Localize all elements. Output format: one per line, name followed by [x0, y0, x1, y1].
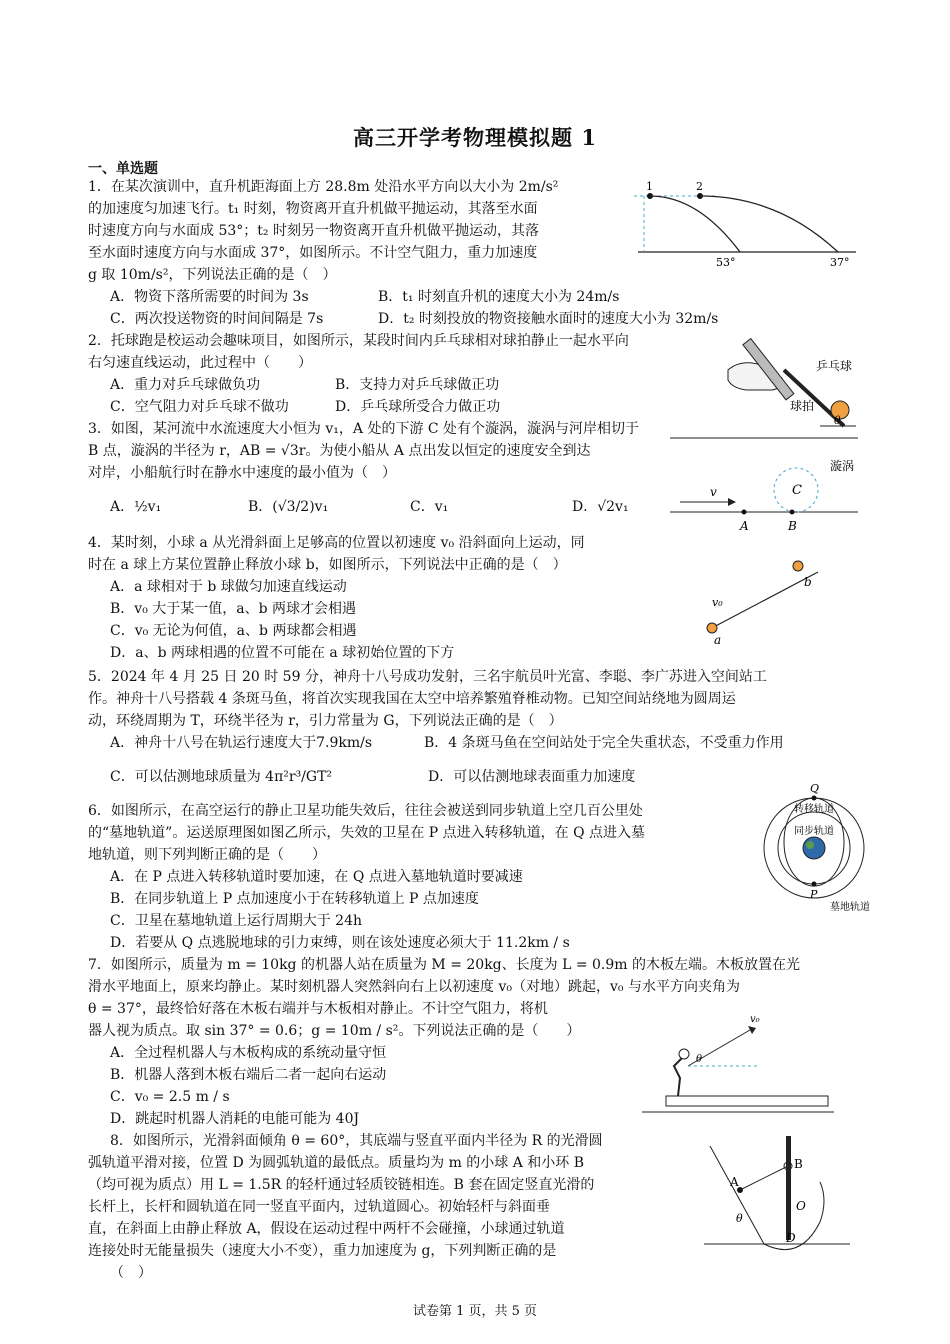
q7-line: 7．如图所示，质量为 m = 10kg 的机器人站在质量为 M = 20kg、长度为 L = 0.9m 的木板左端。木板放置在光 [88, 957, 801, 973]
q8-fig-theta: θ [736, 1212, 743, 1225]
q1-option-d[interactable]: D．t₂ 时刻投放的物资接触水面时的速度大小为 32m/s [378, 311, 719, 327]
q3-line: 3．如图，某河流中水流速度大小恒为 v₁，A 处的下游 C 处有个漩涡，漩涡与河岸相切于 [88, 421, 640, 437]
q2-fig-ball-label: 乒乓球 [816, 359, 853, 373]
q2-option-d[interactable]: D．乒乓球所受合力做正功 [335, 399, 501, 415]
q2-figure [724, 330, 860, 442]
q6-line: 的“墓地轨道”。运送原理图如图乙所示，失效的卫星在 P 点进入转移轨道，在 Q 点进入墓 [88, 825, 646, 841]
q2-line: 右匀速直线运动，此过程中（ ） [88, 355, 312, 371]
q8-fig-B: B [794, 1157, 803, 1171]
q4-figure [700, 558, 830, 648]
q7-option-d[interactable]: D．跳起时机器人消耗的电能可能为 40J [110, 1111, 360, 1127]
q2-option-b[interactable]: B．支持力对乒乓球做正功 [335, 377, 500, 393]
q5-option-c[interactable]: C．可以估测地球质量为 4π²r³/GT² [110, 769, 333, 785]
q3-option-c[interactable]: C．v₁ [410, 499, 449, 515]
q1-fig-label-1: 1 [646, 180, 653, 193]
q7-option-c[interactable]: C．v₀ = 2.5 m / s [110, 1089, 230, 1105]
q3-fig-v: v [710, 485, 717, 499]
q6-fig-grave: 墓地轨道 [830, 902, 870, 913]
q6-fig-sync: 同步轨道 [794, 826, 834, 837]
q4-option-d[interactable]: D．a、b 两球相遇的位置不可能在 a 球初始位置的下方 [110, 645, 455, 661]
q1-fig-label-2: 2 [696, 180, 703, 193]
q4-fig-v0: v₀ [712, 596, 723, 609]
q4-option-b[interactable]: B．v₀ 大于某一值，a、b 两球才会相遇 [110, 601, 357, 617]
q6-option-c[interactable]: C．卫星在墓地轨道上运行周期大于 24h [110, 913, 362, 929]
q1-option-c[interactable]: C．两次投送物资的时间间隔是 7s [110, 311, 324, 327]
q1-fig-angle-53: 53° [716, 256, 736, 269]
q4-option-c[interactable]: C．v₀ 无论为何值，a、b 两球都会相遇 [110, 623, 357, 639]
q7-option-a[interactable]: A．全过程机器人与木板构成的系统动量守恒 [110, 1045, 387, 1061]
q6-fig-Q: Q [810, 782, 820, 795]
q4-line: 4．某时刻，小球 a 从光滑斜面上足够高的位置以初速度 v₀ 沿斜面向上运动，同 [88, 535, 585, 551]
q3-line: B 点，漩涡的半径为 r，AB = √3r。为使小船从 A 点出发以恒定的速度安全到达 [88, 443, 591, 459]
q2-option-c[interactable]: C．空气阻力对乒乓球不做功 [110, 399, 289, 415]
q4-line: 时在 a 球上方某位置静止释放小球 b，如图所示，下列说法中正确的是（ ） [88, 557, 567, 573]
q1-line: g 取 10m/s²，下列说法正确的是（ ） [88, 267, 337, 283]
q1-line: 时速度方向与水面成 53°；t₂ 时刻另一物资离开直升机做平抛运动，其落 [88, 223, 539, 239]
q8-line: 长杆上，长杆和圆轨道在同一竖直平面内，过轨道圆心。初始轻杆与斜面垂 [88, 1199, 550, 1215]
q3-fig-whirl: 漩涡 [830, 459, 855, 473]
q1-line: 至水面时速度方向与水面成 37°，如图所示。不计空气阻力，重力加速度 [88, 245, 538, 261]
q3-option-b[interactable]: B．(√3/2)v₁ [248, 499, 329, 515]
q3-option-a[interactable]: A．½v₁ [110, 499, 162, 515]
q7-line: θ = 37°，最终恰好落在木板右端并与木板相对静止。不计空气阻力，将机 [88, 1001, 548, 1017]
q6-option-d[interactable]: D．若要从 Q 点逃脱地球的引力束缚，则在该处速度必须大于 11.2km / s [110, 935, 570, 951]
q6-fig-transfer: 转移轨道 [794, 804, 834, 815]
q5-line: 动，环绕周期为 T，环绕半径为 r，引力常量为 G，下列说法正确的是（ ） [88, 713, 563, 729]
q8-line: 连接处时无能量损失（速度大小不变），重力加速度为 g，下列判断正确的是 [88, 1243, 557, 1259]
q8-figure [700, 1132, 858, 1252]
q1-line: 的加速度匀加速飞行。t₁ 时刻，物资离开直升机做平抛运动，其落至水面 [88, 201, 538, 217]
q5-line: 5．2024 年 4 月 25 日 20 时 59 分，神舟十八号成功发射，三名宇航员叶光富、李聪、李广苏进入空间站工 [88, 669, 767, 685]
q7-fig-v0: v₀ [750, 1014, 760, 1025]
q6-option-a[interactable]: A．在 P 点进入转移轨道时要加速，在 Q 点进入墓地轨道时要减速 [110, 869, 523, 885]
q1-line: 1．在某次演训中，直升机距海面上方 28.8m 处沿水平方向以大小为 2m/s² [88, 179, 559, 195]
q6-line: 6．如图所示，在高空运行的静止卫星功能失效后，往往会被送到同步轨道上空几百公里处 [88, 803, 643, 819]
q6-option-b[interactable]: B．在同步轨道上 P 点加速度小于在转移轨道上 P 点加速度 [110, 891, 479, 907]
q1-fig-angle-37: 37° [830, 256, 850, 269]
q2-line: 2．托球跑是校运动会趣味项目，如图所示，某段时间内乒乓球相对球拍静止一起水平向 [88, 333, 629, 349]
q4-fig-b: b [804, 575, 812, 589]
q3-fig-A: A [740, 519, 749, 533]
q2-option-a[interactable]: A．重力对乒乓球做负功 [110, 377, 261, 393]
q4-fig-a: a [714, 633, 722, 647]
q7-line: 器人视为质点。取 sin 37° = 0.6；g = 10m / s²。下列说法正确的是（ ） [88, 1023, 581, 1039]
q8-fig-O: O [796, 1199, 806, 1213]
page-title: 高三开学考物理模拟题 1 [353, 125, 597, 150]
q5-option-b[interactable]: B．4 条斑马鱼在空间站处于完全失重状态，不受重力作用 [424, 735, 784, 751]
q7-line: 滑水平地面上，原来均静止。某时刻机器人突然斜向右上以初速度 v₀（对地）跳起，v₀ 与水平方向夹角为 [88, 979, 740, 995]
q3-option-d[interactable]: D．√2v₁ [572, 499, 629, 515]
q3-fig-C: C [792, 483, 802, 498]
q5-line: 作。神舟十八号搭载 4 条斑马鱼，将首次实现我国在太空中培养繁殖脊椎动物。已知空间站绕地为圆周运 [88, 691, 736, 707]
q1-option-b[interactable]: B．t₁ 时刻直升机的速度大小为 24m/s [378, 289, 620, 305]
q1-option-a[interactable]: A．物资下落所需要的时间为 3s [110, 289, 309, 305]
q8-line: 弧轨道平滑对接，位置 D 为圆弧轨道的最低点。质量均为 m 的小球 A 和小环 B [88, 1155, 585, 1171]
q8-fig-A: A [730, 1175, 739, 1189]
q5-option-d[interactable]: D．可以估测地球表面重力加速度 [428, 769, 636, 785]
q4-option-a[interactable]: A．a 球相对于 b 球做匀加速直线运动 [110, 579, 347, 595]
section-heading: 一、单选题 [88, 161, 158, 177]
q7-option-b[interactable]: B．机器人落到木板右端后二者一起向右运动 [110, 1067, 387, 1083]
q8-line: （均可视为质点）用 L = 1.5R 的轻杆通过轻质铰链相连。B 套在固定竖直光滑的 [88, 1177, 595, 1193]
q6-line: 地轨道，则下列判断正确的是（ ） [88, 847, 326, 863]
q2-fig-paddle-label: 球拍 [790, 399, 815, 413]
q8-line: 8．如图所示，光滑斜面倾角 θ = 60°，其底端与竖直平面内半径为 R 的光滑圆 [110, 1133, 603, 1149]
q7-figure [638, 1008, 838, 1120]
q8-line: （ ） [110, 1265, 152, 1281]
q3-figure [670, 432, 860, 536]
q3-line: 对岸，小船航行时在静水中速度的最小值为（ ） [88, 465, 396, 481]
q2-fig-theta: θ [834, 414, 841, 427]
q6-figure [758, 776, 884, 916]
q1-figure [628, 172, 860, 274]
q7-fig-theta: θ [696, 1054, 703, 1065]
q3-fig-B: B [788, 519, 797, 533]
page-footer: 试卷第 1 页，共 5 页 [412, 1304, 538, 1319]
q8-fig-D: D [786, 1231, 796, 1245]
q6-fig-P: P [810, 888, 818, 901]
q8-line: 直，在斜面上由静止释放 A，假设在运动过程中两杆不会碰撞，小球通过轨道 [88, 1221, 565, 1237]
q5-option-a[interactable]: A．神舟十八号在轨运行速度大于7.9km/s [110, 735, 373, 751]
